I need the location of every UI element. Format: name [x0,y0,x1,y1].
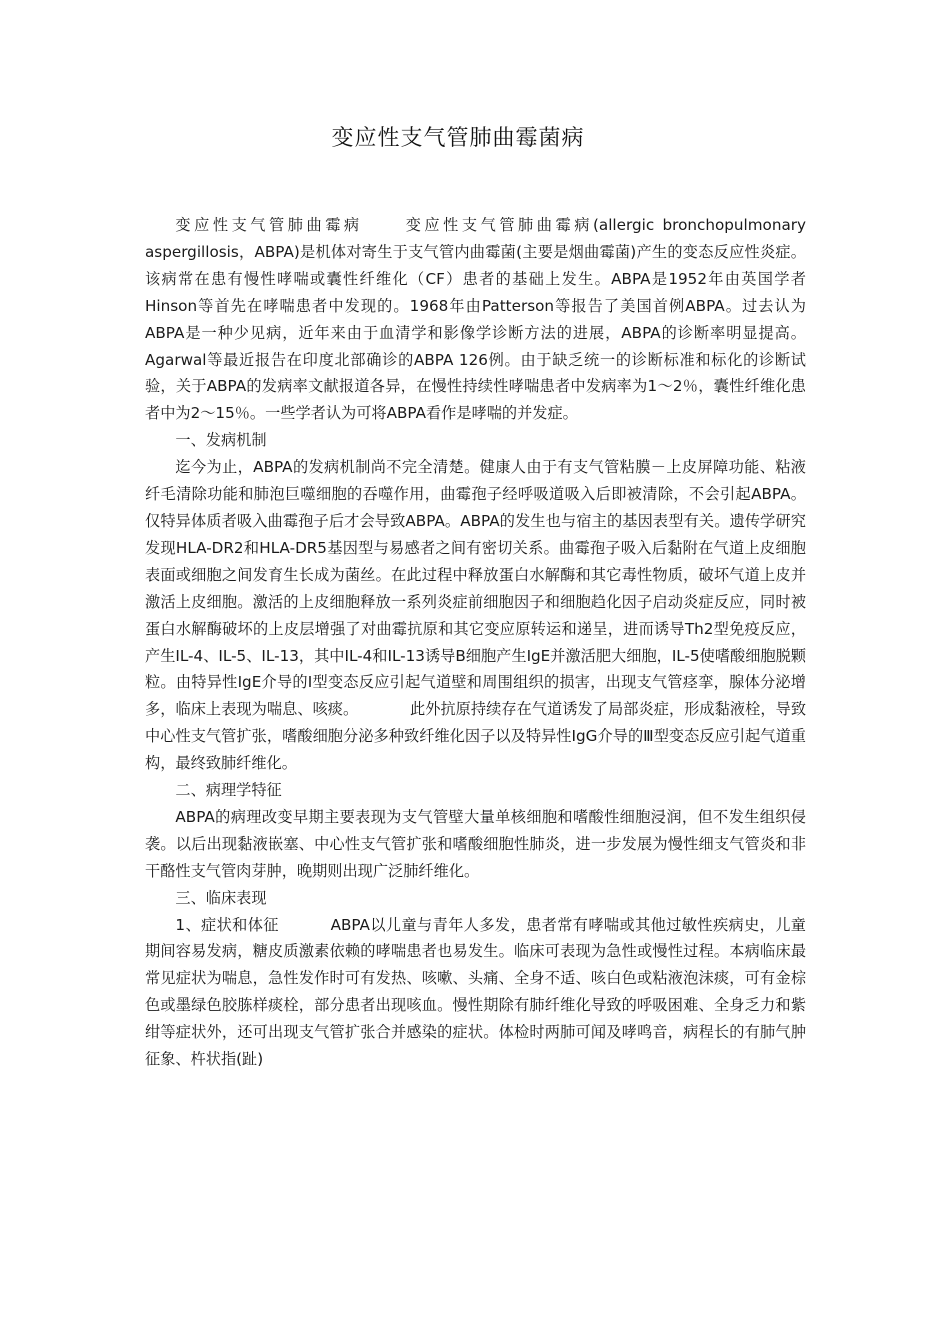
section-heading: 二、病理学特征 [175,781,282,800]
section1-text-part2: 此外抗原持续存在气道诱发了局部炎症，形成黏液栓，导致中心性支气管扩张，嗜酸细胞分泌多种致纤维化因子以及特异性IgG介导的Ⅲ型变态反应引起气道重构，最终致肺纤维化。 [145,700,807,773]
section-paragraph: ABPA的病理改变早期主要表现为支气管壁大量单核细胞和嗜酸性细胞浸润，但不发生组织侵袭。以后出现黏液嵌塞、中心性支气管扩张和嗜酸细胞性肺炎，进一步发展为慢性细支气管炎和非干酪性支气管肉芽肿，晚期则出现广泛肺纤维化。 [145,807,806,880]
intro-paragraph [145,212,806,427]
section-heading: 三、临床表现 [175,888,267,907]
section3-text: ABPA以儿童与青年人多发，患者常有哮喘或其他过敏性疾病史，儿童期间容易发病，糖皮质激素依赖的哮喘患者也易发生。临床可表现为急性或慢性过程。本病临床最常见症状为喘息，急性发作时可有发热、咳嗽、头痛、全身不适、咳白色或粘液泡沫痰，可有金棕色或墨绿色胶胨样痰栓，部分患者出现咳血。慢性期除有肺纤维化导致的呼吸困难、全身乏力和紫绀等症状外，还可出现支气管扩张合并感染的症状。体检时两肺可闻及哮鸣音，病程长的有肺气肿征象、杵状指(趾) [145,915,806,1069]
document-title: 变应性支气管肺曲霉菌病 [331,126,585,151]
intro-lead: 变应性支气管肺曲霉病 [175,216,363,234]
section-paragraph [145,912,806,1073]
section-paragraph [145,454,806,777]
section-heading: 一、发病机制 [175,431,267,450]
intro-text: 变应性支气管肺曲霉病(allergic bronchopulmonary aspergillosis，ABPA)是机体对寄生于支气管内曲霉菌(主要是烟曲霉菌)产生的变态反应性炎症。该病常在患有慢性哮喘或囊性纤维化（CF）患者的基础上发生。ABPA是1952年由英国学者Hinson等首先在哮喘患者中发现的。1968年由Patterson等报告了美国首例ABPA。过去认为ABPA是一种少见病，近年来由于血清学和影像学诊断方法的进展，ABPA的诊断率明显提高。Agarwal等最近报告在印度北部确诊的ABPA 126例。由于缺乏统一的诊断标准和标化的诊断试验，关于ABPA的发病率文献报道各异，在慢性持续性哮喘患者中发病率为1～2％，囊性纤维化患者中为2～15％。一些学者认为可将ABPA看作是哮喘的并发症。 [145,216,807,423]
section1-text-part1: 迄今为止，ABPA的发病机制尚不完全清楚。健康人由于有支气管粘膜－上皮屏障功能、粘液纤毛清除功能和肺泡巨噬细胞的吞噬作用，曲霉孢子经呼吸道吸入后即被清除，不会引起ABPA。仅特异体质者吸入曲霉孢子后才会导致ABPA。ABPA的发生也与宿主的基因表型有关。遗传学研究发现HLA-DR2和HLA-DR5基因型与易感者之间有密切关系。曲霉孢子吸入后黏附在气道上皮细胞表面或细胞之间发育生长成为菌丝。在此过程中释放蛋白水解酶和其它毒性物质，破坏气道上皮并激活上皮细胞。激活的上皮细胞释放一系列炎症前细胞因子和细胞趋化因子启动炎症反应，同时被蛋白水解酶破坏的上皮层增强了对曲霉抗原和其它变应原转运和递呈，进而诱导Th2型免疫反应，产生IL-4、IL-5、IL-13，其中IL-4和IL-13诱导B细胞产生IgE并激活肥大细胞，IL-5使嗜酸细胞脱颗粒。由特异性IgE介导的Ⅰ型变态反应引起气道壁和周围组织的损害，出现支气管痉挛，腺体分泌增多，临床上表现为喘息、咳痰。 [145,458,806,719]
subsection-heading: 1、症状和体征 [175,915,279,934]
document-body [145,212,806,1073]
